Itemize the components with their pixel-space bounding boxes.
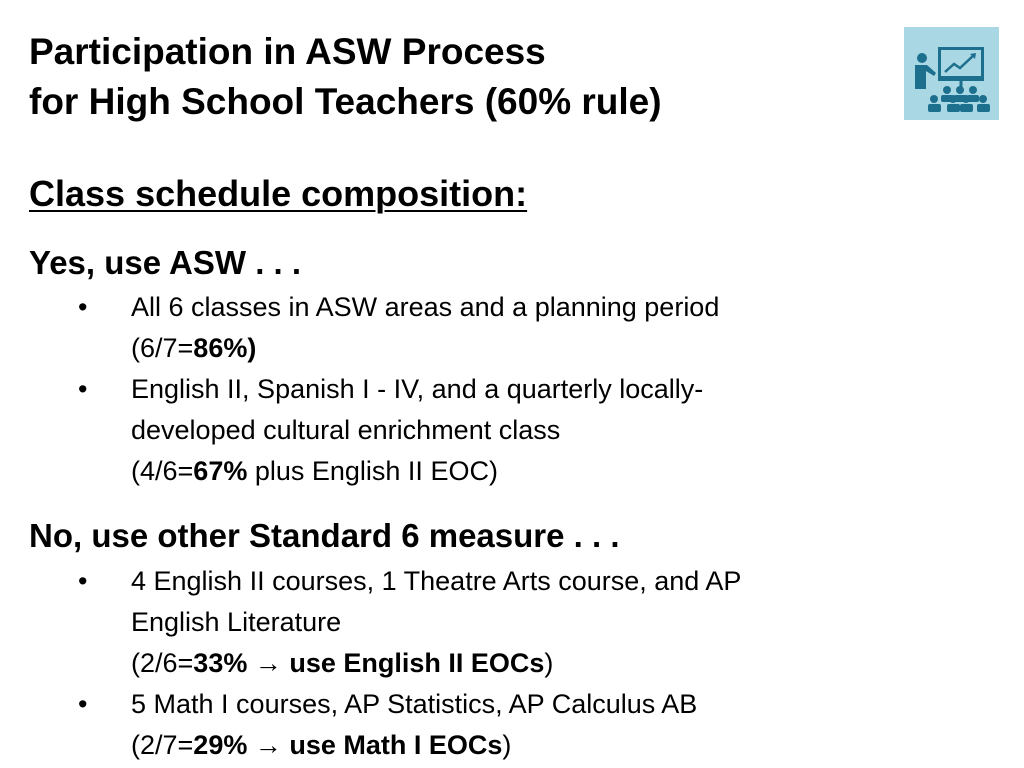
bullet-icon: • [78,566,88,596]
item-line: developed cultural enrichment class [131,415,561,445]
item-line: (4/6=67% plus English II EOC) [131,456,498,486]
presentation-teacher-audience-icon [904,27,999,120]
bullet-icon: • [78,689,88,719]
list-item [0,287,719,369]
bullet-icon: • [78,292,88,322]
item-line: English II, Spanish I - IV, and a quarterly locally- [131,374,704,404]
item-line: English Literature [131,607,342,637]
bullet-icon: • [78,374,88,404]
item-line: 4 English II courses, 1 Theatre Arts course, and AP [131,566,742,596]
item-line: (2/6=33% → use English II EOCs) [131,648,554,678]
no-bullet-list [0,561,741,766]
percentage-value: 33% → use English II EOCs [193,648,545,678]
title-line-2: for High School Teachers (60% rule) [29,81,662,122]
percentage-value: 67% [193,456,248,486]
item-line: (2/7=29% → use Math I EOCs) [131,730,512,760]
slide-title [29,27,662,127]
class-schedule-subheading: Class schedule composition: [29,173,528,214]
list-item [0,369,719,492]
yes-section-heading: Yes, use ASW . . . [29,244,302,281]
percentage-value: 29% → use Math I EOCs [193,730,503,760]
list-item [0,684,741,766]
yes-bullet-list [0,287,719,492]
list-item [0,561,741,684]
item-line: 5 Math I courses, AP Statistics, AP Calculus AB [131,689,698,719]
item-line: (6/7=86%) [131,333,257,363]
no-section-heading: No, use other Standard 6 measure . . . [29,517,620,554]
percentage-value: 86%) [193,333,257,363]
title-line-1: Participation in ASW Process [29,31,546,72]
presentation-icon [904,27,999,120]
item-line: All 6 classes in ASW areas and a planning period [131,292,720,322]
